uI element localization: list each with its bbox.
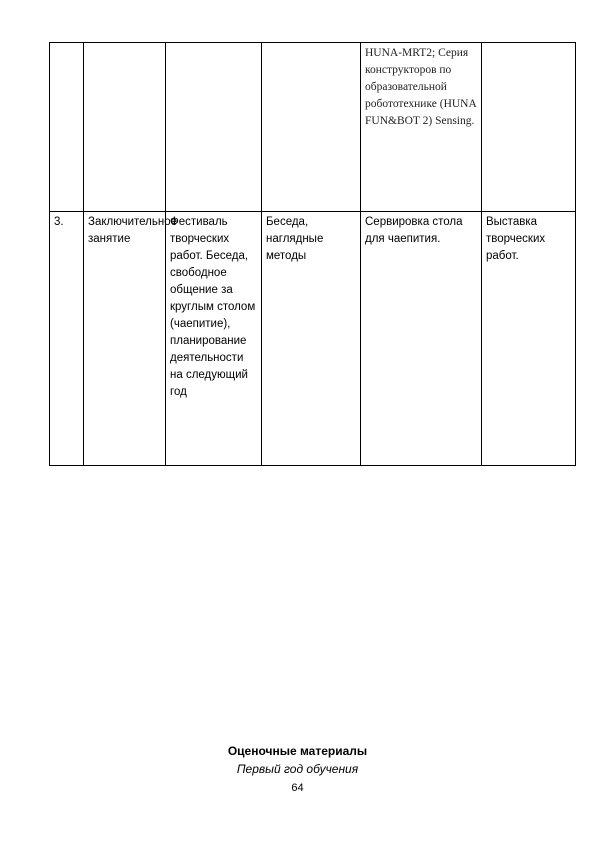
table-cell [84,43,166,212]
equipment-cell: HUNA-MRT2; Серия конструкторов по образовательной робототехнике (HUNA FUN&BOT 2) Sensing. [361,43,482,212]
table-row [50,43,576,212]
table-row [50,212,576,466]
page-number: 64 [291,782,304,794]
topic-cell: Заключительное занятие [84,212,166,466]
section-subtitle: Первый год обучения [236,762,359,776]
table-cell [482,43,576,212]
table-cell [166,43,262,212]
methods-cell: Беседа, наглядные методы [262,212,361,466]
section-title: Оценочные материалы [227,744,368,758]
row-number: 3. [50,212,84,466]
activity-cell: Фестиваль творческих работ. Беседа, свободное общение за круглым столом (чаепитие), планирование деятельности на следующий год [166,212,262,466]
table-cell [50,43,84,212]
lesson-plan-table [49,42,576,466]
control-cell: Выставка творческих работ. [482,212,576,466]
table-cell [262,43,361,212]
materials-cell: Сервировка стола для чаепития. [361,212,482,466]
